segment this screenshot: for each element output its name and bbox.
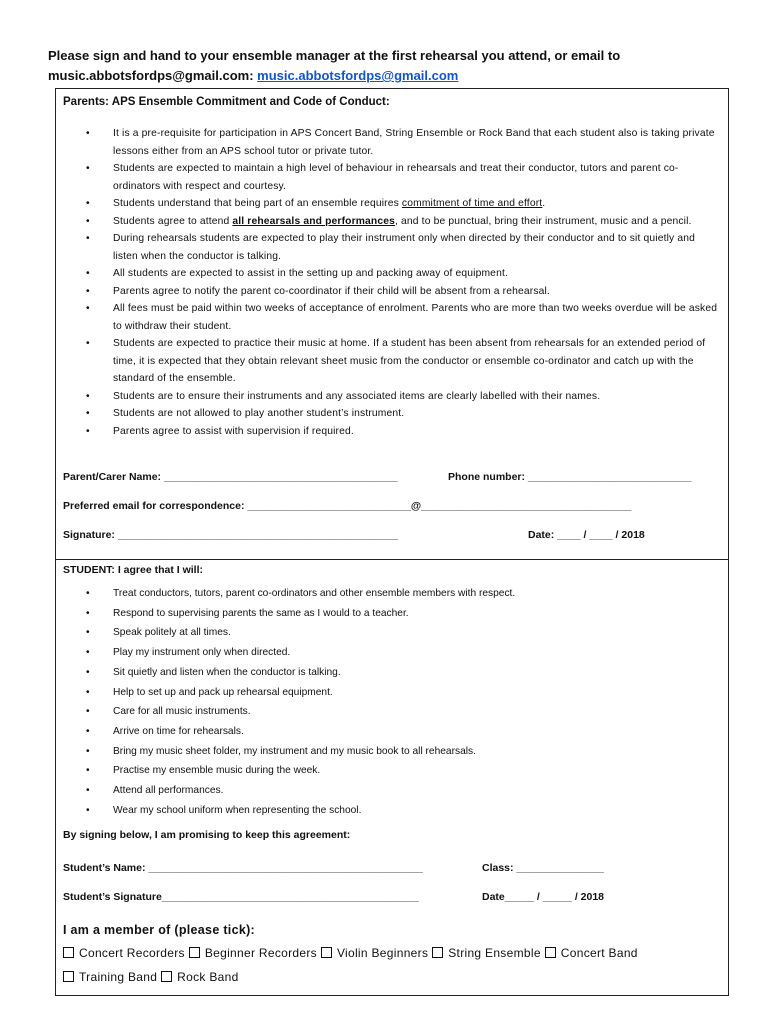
bullet-icon: •: [86, 215, 90, 227]
bullet-icon: •: [86, 408, 90, 419]
student-signature-field[interactable]: Student’s Signature____________________________________________: [63, 891, 419, 903]
parent-rule-item: [86, 160, 718, 195]
parent-rule-item: [86, 195, 718, 213]
parent-date-field[interactable]: Date: ____ / ____ / 2018: [528, 529, 645, 541]
rule-text: Students understand that being part of an ensemble requires: [113, 198, 402, 209]
bullet-icon: •: [86, 647, 90, 659]
student-pledge-item: [86, 663, 706, 683]
membership-option[interactable]: [63, 946, 185, 960]
bullet-icon: •: [86, 338, 90, 349]
bullet-icon: •: [86, 785, 90, 797]
parent-rule-item: [86, 230, 718, 265]
student-pledge-item: [86, 604, 706, 624]
bullet-icon: •: [86, 745, 90, 757]
option-label: Beginner Recorders: [204, 946, 317, 960]
student-pledge-item: [86, 623, 706, 643]
rule-text-end: , and to be punctual, bring their instrument, music and a pencil.: [395, 215, 692, 227]
option-label: Violin Beginners: [336, 946, 429, 960]
pledge-text: Treat conductors, tutors, parent co-ordinators and other ensemble members with respect.: [113, 588, 516, 599]
student-pledge-item: [86, 584, 706, 604]
parent-rules-list: [86, 125, 718, 440]
bullet-icon: •: [86, 303, 90, 314]
bullet-icon: •: [86, 233, 90, 244]
parent-rule-item: [86, 405, 718, 423]
pledge-text: Respond to supervising parents the same as I would to a teacher.: [113, 607, 409, 619]
option-label: Concert Recorders: [79, 946, 185, 960]
student-pledge-item: [86, 801, 706, 821]
membership-option[interactable]: [545, 946, 638, 960]
pledge-text: Sit quietly and listen when the conductor is talking.: [113, 666, 341, 678]
rule-text-end: .: [542, 198, 546, 209]
pledge-text: Bring my music sheet folder, my instrument and my music book to all rehearsals.: [113, 745, 476, 757]
rule-text: All students are expected to assist in the setting up and packing away of equipment.: [113, 268, 508, 279]
rule-text: Parents agree to notify the parent co-coordinator if their child will be absent from a rehearsal.: [113, 285, 550, 297]
bullet-icon: •: [86, 706, 90, 718]
bullet-icon: •: [86, 268, 90, 279]
checkbox-icon[interactable]: [545, 947, 556, 958]
bullet-icon: •: [86, 725, 90, 737]
membership-option[interactable]: [189, 946, 317, 960]
bullet-icon: •: [86, 804, 90, 816]
bullet-icon: •: [86, 588, 90, 599]
student-pledge-item: [86, 702, 706, 722]
student-pledge-item: [86, 781, 706, 801]
option-label: Concert Band: [560, 946, 638, 960]
rule-emphasis: commitment of time and effort: [401, 198, 543, 209]
option-label: String Ensemble: [448, 946, 541, 960]
membership-option[interactable]: [161, 970, 238, 984]
student-name-field[interactable]: Student’s Name: _______________________________________________: [63, 862, 423, 874]
rule-text: Students are expected to practice their music at home. If a student has been absent from rehearsals for an extended period of time, it is expected that they obtain relevant sheet music from the conductor or ensemble co-ordinator and catch up with the standard of the ensemble.: [113, 338, 706, 384]
student-date-field[interactable]: Date_____ / _____ / 2018: [482, 891, 605, 903]
bullet-icon: •: [86, 627, 90, 639]
phone-number-field[interactable]: Phone number: ____________________________: [448, 471, 692, 483]
rule-text: It is a pre-requisite for participation in APS Concert Band, String Ensemble or Rock Band that each student also is taking private lessons either from an APS school tutor or private tutor.: [113, 128, 715, 157]
bullet-icon: •: [86, 198, 90, 209]
pledge-text: Arrive on time for rehearsals.: [113, 725, 244, 737]
parent-rule-item: [86, 300, 718, 335]
rule-text: Students are to ensure their instruments and any associated items are clearly labelled with their names.: [113, 390, 601, 402]
student-pledge-item: [86, 683, 706, 703]
membership-option[interactable]: [432, 946, 541, 960]
rule-text: During rehearsals students are expected to play their instrument only when directed by their conductor and to sit quietly and listen when the conductor is talking.: [113, 233, 695, 262]
option-label: Training Band: [79, 970, 158, 984]
student-pledge-list: [86, 584, 706, 820]
student-pledge-item: [86, 761, 706, 781]
bullet-icon: •: [86, 390, 90, 402]
preferred-email-field[interactable]: Preferred email for correspondence: ____________________________@____________________________________: [63, 500, 632, 512]
parent-rule-item: [86, 388, 718, 406]
option-label: Rock Band: [177, 970, 239, 984]
parent-rule-item: [86, 125, 718, 160]
bullet-icon: •: [86, 163, 90, 174]
email-link[interactable]: music.abbotsfordps@gmail.com: [257, 68, 459, 83]
parent-rule-item: [86, 283, 718, 301]
membership-option[interactable]: [321, 946, 428, 960]
parent-rule-item: [86, 213, 718, 231]
intro-instructions: [48, 46, 738, 86]
bullet-icon: •: [86, 128, 90, 139]
parent-carer-name-field[interactable]: Parent/Carer Name: ________________________________________: [63, 471, 398, 483]
student-pledge-item: [86, 742, 706, 762]
pledge-text: Practise my ensemble music during the week.: [113, 765, 321, 777]
pledge-text: Attend all performances.: [113, 785, 224, 797]
rule-text: Students agree to attend: [113, 215, 233, 227]
membership-options-row-1: [63, 946, 642, 960]
student-section-heading: STUDENT: I agree that I will:: [63, 564, 204, 576]
bullet-icon: •: [86, 765, 90, 777]
bullet-icon: •: [86, 425, 90, 437]
rule-text: All fees must be paid within two weeks of acceptance of enrolment. Parents who are more than two weeks overdue will be asked to withdraw their student.: [113, 303, 718, 332]
promise-statement: By signing below, I am promising to keep this agreement:: [63, 829, 351, 841]
membership-option[interactable]: [63, 970, 157, 984]
checkbox-icon[interactable]: [161, 971, 172, 982]
checkbox-icon[interactable]: [321, 947, 332, 958]
checkbox-icon[interactable]: [432, 947, 443, 958]
intro-text: Please sign and hand to your ensemble manager at the first rehearsal you attend, or email to music.abbotsfordps@gmail.com:: [48, 48, 621, 83]
rule-text: Students are expected to maintain a high level of behaviour in rehearsals and treat their conductor, tutors and parent co-ordinators with respect and courtesy.: [113, 163, 679, 192]
student-pledge-item: [86, 643, 706, 663]
parent-section-heading: Parents: APS Ensemble Commitment and Code of Conduct:: [63, 96, 390, 108]
pledge-text: Care for all music instruments.: [113, 706, 251, 718]
bullet-icon: •: [86, 666, 90, 678]
pledge-text: Speak politely at all times.: [113, 627, 231, 639]
student-section: [55, 559, 729, 996]
bullet-icon: •: [86, 285, 90, 297]
parent-section: [55, 88, 729, 560]
parent-rule-item: [86, 265, 718, 283]
membership-title: I am a member of (please tick):: [63, 923, 256, 937]
parent-signature-field[interactable]: Signature: ________________________________________________: [63, 529, 399, 541]
rule-text: Students are not allowed to play another student’s instrument.: [113, 408, 405, 419]
checkbox-icon[interactable]: [189, 947, 200, 958]
checkbox-icon[interactable]: [63, 947, 74, 958]
checkbox-icon[interactable]: [63, 971, 74, 982]
parent-rule-item: [86, 423, 718, 441]
student-pledge-item: [86, 722, 706, 742]
bullet-icon: •: [86, 686, 90, 698]
rule-text: Parents agree to assist with supervision if required.: [113, 425, 354, 437]
pledge-text: Help to set up and pack up rehearsal equipment.: [113, 686, 333, 698]
pledge-text: Wear my school uniform when representing the school.: [113, 804, 362, 816]
membership-options-row-2: [63, 970, 243, 984]
rule-emphasis: all rehearsals and performances: [232, 215, 396, 227]
class-field[interactable]: Class: _______________: [482, 862, 605, 874]
parent-rule-item: [86, 335, 718, 388]
bullet-icon: •: [86, 607, 90, 619]
pledge-text: Play my instrument only when directed.: [113, 647, 291, 659]
